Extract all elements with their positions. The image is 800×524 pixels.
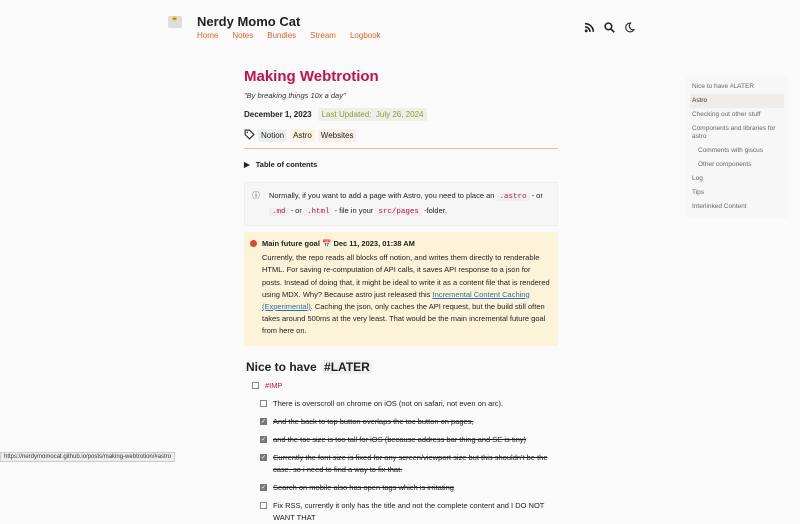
publish-date: December 1, 2023 <box>244 110 312 119</box>
updated-label: Last Updated: <box>321 110 372 119</box>
todo-item <box>244 500 558 524</box>
site-logo[interactable]: 🐱 <box>168 16 182 28</box>
updated-badge <box>318 108 428 121</box>
post-dates <box>244 108 558 121</box>
main-nav <box>197 31 381 40</box>
todo-text: And the back to top button overlaps the toc button on pages, <box>273 416 474 426</box>
moon-icon[interactable] <box>624 22 635 36</box>
table-of-contents-toggle[interactable] <box>244 160 558 169</box>
checkbox[interactable]: ✓ <box>261 418 267 425</box>
goal-text: Currently, the repo reads all blocks off notion, and writes them directly to renderable HTML. For saving re-computation of API calls, it saves API response to a json for posts. Instead of doing that, it might be ideal to write it as a content file that is rendered using MDX. Why? Because astro just released this <box>262 253 550 299</box>
nav-bundles[interactable]: Bundles <box>267 31 297 40</box>
nav-logbook[interactable]: Logbook <box>349 31 381 40</box>
checkbox[interactable]: ✓ <box>261 484 267 491</box>
callout-text: - file in your <box>332 206 376 215</box>
toc-link[interactable]: Other components <box>698 161 752 168</box>
todo-item <box>244 452 558 476</box>
post-subtitle: "By breaking things 10x a day" <box>244 91 346 100</box>
callout-text: Normally, if you want to add a page with Astro, you need to place an <box>269 191 497 200</box>
info-icon: ⓘ <box>252 191 260 200</box>
info-callout <box>244 182 558 226</box>
toc-link[interactable]: Tips <box>692 189 705 196</box>
triangle-right-icon: ▶ <box>244 160 250 169</box>
rss-icon[interactable] <box>584 22 595 36</box>
sidebar-toc <box>686 76 788 218</box>
todo-text: Fix RSS, currently it only has the title and not the complete content and I DO NOT WANT THAT <box>273 500 545 522</box>
red-circle-icon <box>250 240 257 247</box>
tag-icon <box>244 129 255 142</box>
todo-item <box>244 482 558 494</box>
goal-title: Main future goal <box>262 239 320 248</box>
site-title[interactable]: Nerdy Momo Cat <box>197 14 301 29</box>
status-bar-url: https://nerdymomocat.github.io/posts/making-webtrotion/#astro <box>0 452 175 462</box>
toc-link[interactable]: Checking out other stuff <box>692 111 761 118</box>
todo-text: There is overscroll on chrome on iOS (not on safari, not even on arc). <box>273 398 504 408</box>
header-actions <box>584 22 635 36</box>
goal-date: Dec 11, 2023, 01:38 AM <box>333 239 415 248</box>
toc-label: Table of contents <box>255 160 318 169</box>
todo-item <box>244 434 558 446</box>
code: .md <box>269 208 289 216</box>
checkbox[interactable] <box>252 382 259 389</box>
section-tag: #LATER <box>324 359 370 374</box>
search-icon[interactable] <box>604 22 615 36</box>
callout-text: - or <box>529 191 543 200</box>
incremental-caching-link[interactable]: Incremental Content Caching (Experimental) <box>262 289 530 312</box>
goal-text: . Caching the json, only caches the API request, but the build still often takes around 500ms at the very least. That would be the main incremental future goal from here on. <box>262 302 546 336</box>
updated-date: July 26, 2024 <box>375 110 424 119</box>
todo-text: Search on mobile also has open tags which is irritating <box>273 482 454 492</box>
todo-item <box>244 398 558 410</box>
callout-text: - or <box>288 206 304 215</box>
todo-item <box>244 416 558 428</box>
toc-link[interactable]: Comments with giscus <box>698 147 764 154</box>
calendar-icon: 📅 <box>322 239 332 248</box>
checkbox[interactable]: ✓ <box>261 436 267 443</box>
tag-notion[interactable]: Notion <box>258 129 287 142</box>
code: src/pages <box>375 208 422 216</box>
toc-link[interactable]: Log <box>692 175 703 182</box>
todo-text: Currently the font size is fixed for any screen/viewport size but this shouldn't be the case. so i need to find a way to fix that. <box>273 452 548 474</box>
checkbox[interactable] <box>260 502 267 509</box>
code: .astro <box>497 193 530 201</box>
checkbox[interactable] <box>260 400 267 407</box>
nav-stream[interactable]: Stream <box>310 31 336 40</box>
section-heading <box>244 360 558 374</box>
tag-websites[interactable]: Websites <box>318 129 357 142</box>
code: .html <box>304 208 333 216</box>
nav-notes[interactable]: Notes <box>232 31 254 40</box>
todo-text: #IMP <box>265 380 283 390</box>
toc-link[interactable]: Interlinked Content <box>692 203 747 210</box>
tag-list <box>244 129 558 142</box>
divider <box>244 148 558 149</box>
nav-home[interactable]: Home <box>197 31 219 40</box>
todo-text: and the toc size is too tall for iOS (because address bar thing and SE is tiny) <box>273 434 527 444</box>
post-title: Making Webtrotion <box>244 68 379 85</box>
toc-link[interactable]: Astro <box>690 94 784 108</box>
section-title: Nice to have <box>246 359 317 374</box>
tag-astro[interactable]: Astro <box>290 129 315 142</box>
toc-link[interactable]: Nice to have #LATER <box>692 83 755 90</box>
goal-body <box>262 252 550 337</box>
toc-link[interactable]: Components and libraries for astro <box>692 125 776 140</box>
post-content <box>244 68 558 524</box>
todo-list <box>244 380 558 524</box>
goal-header <box>262 238 550 250</box>
checkbox[interactable]: ✓ <box>261 454 267 461</box>
goal-callout <box>244 232 558 346</box>
todo-item <box>244 380 558 392</box>
callout-text: -folder. <box>421 206 447 215</box>
